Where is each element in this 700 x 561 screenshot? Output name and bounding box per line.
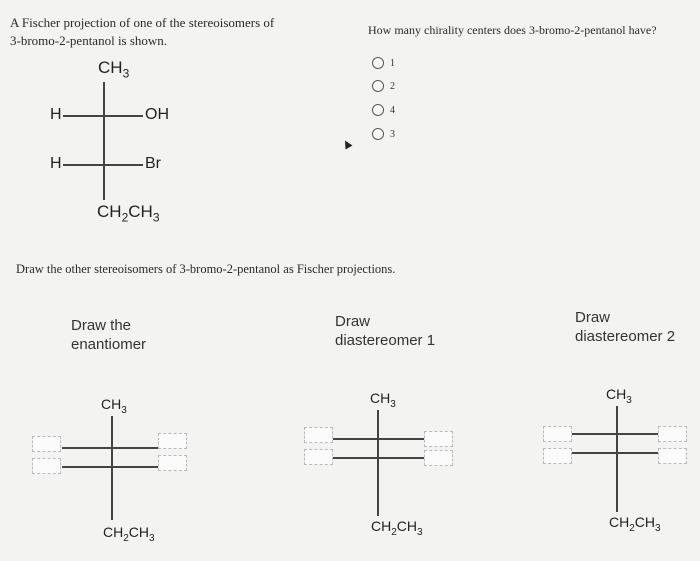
drop-target-left-1[interactable] [304, 427, 333, 443]
option-label: 2 [390, 80, 395, 92]
option-label: 3 [390, 128, 395, 140]
horizontal-bond-1 [62, 447, 162, 449]
drop-target-right-1[interactable] [158, 433, 187, 449]
chirality-question: How many chirality centers does 3-bromo-2-pentanol have? [368, 23, 657, 37]
bottom-group-subscript-1: 2 [629, 522, 635, 534]
bottom-group-subscript-2: 3 [655, 522, 661, 534]
horizontal-bond-2 [571, 452, 661, 454]
drop-target-left-1[interactable] [543, 426, 572, 442]
h-substituent-1: H [50, 106, 62, 123]
panel-label-line-2: diastereomer 1 [335, 332, 436, 349]
bottom-group [103, 524, 155, 544]
top-group [101, 396, 127, 416]
top-group-subscript: 3 [121, 404, 127, 416]
top-group-text: CH [606, 386, 627, 402]
horizontal-bond-2 [63, 164, 143, 166]
radio-button[interactable] [372, 80, 384, 92]
drop-target-left-2[interactable] [32, 458, 61, 474]
bottom-group-text-a: CH [609, 514, 630, 530]
drop-target-right-2[interactable] [158, 455, 187, 471]
panel-label-line-2: enantiomer [71, 336, 147, 353]
intro-line-1: A Fischer projection of one of the stereoisomers of [10, 15, 275, 30]
option-4[interactable] [372, 104, 395, 116]
bottom-group [371, 518, 423, 538]
br-substituent: Br [145, 155, 161, 172]
bottom-group-text-b: CH [128, 202, 153, 221]
option-label: 4 [390, 104, 395, 116]
draw-instructions: Draw the other stereoisomers of 3-bromo-2-pentanol as Fischer projections. [16, 262, 396, 276]
radio-button[interactable] [372, 128, 384, 140]
top-group-text: CH [101, 396, 122, 412]
option-3[interactable] [372, 128, 395, 140]
drop-target-left-2[interactable] [543, 448, 572, 464]
bottom-group-subscript-2: 3 [417, 526, 423, 538]
horizontal-bond-2 [62, 466, 162, 468]
drop-target-right-1[interactable] [658, 426, 687, 442]
drop-target-right-2[interactable] [658, 448, 687, 464]
vertical-bond [377, 410, 379, 516]
top-group-subscript: 3 [626, 394, 632, 406]
bottom-group-text-a: CH [103, 524, 124, 540]
h-substituent-2: H [50, 155, 62, 172]
intro-text [10, 14, 310, 50]
panel-label-line-1: Draw [575, 309, 611, 326]
bottom-group-text-b: CH [128, 524, 150, 540]
bottom-group-text-a: CH [371, 518, 392, 534]
panel-label-line-1: Draw [335, 313, 371, 330]
bottom-group-subscript-1: 2 [121, 210, 129, 225]
drop-target-left-2[interactable] [304, 449, 333, 465]
option-2[interactable] [372, 80, 395, 92]
bottom-group [97, 202, 160, 224]
bottom-group [609, 514, 661, 534]
panel-label-line-1: Draw the [71, 317, 132, 334]
drop-target-right-2[interactable] [424, 450, 453, 466]
horizontal-bond-1 [571, 433, 661, 435]
bottom-group-text-b: CH [396, 518, 418, 534]
diastereomer-1-label [335, 312, 435, 350]
intro-line-2: 3-bromo-2-pentanol is shown. [10, 33, 168, 48]
radio-button[interactable] [372, 57, 384, 69]
bottom-group-text-b: CH [634, 514, 656, 530]
vertical-bond [616, 406, 618, 512]
bottom-group-subscript-1: 2 [123, 532, 129, 544]
horizontal-bond-1 [63, 115, 143, 117]
top-group [370, 390, 396, 410]
top-group-subscript: 3 [390, 398, 396, 410]
vertical-bond [111, 416, 113, 520]
bottom-group-subscript-2: 3 [152, 210, 160, 225]
oh-substituent: OH [145, 106, 169, 123]
bottom-group-subscript-1: 2 [391, 526, 397, 538]
panel-label-line-2: diastereomer 2 [575, 328, 676, 345]
radio-button[interactable] [372, 104, 384, 116]
horizontal-bond-1 [332, 438, 428, 440]
drop-target-right-1[interactable] [424, 431, 453, 447]
vertical-bond [103, 82, 105, 200]
option-label: 1 [390, 57, 395, 69]
diastereomer-2-label [575, 308, 675, 346]
drop-target-left-1[interactable] [32, 436, 61, 452]
bottom-group-subscript-2: 3 [149, 532, 155, 544]
top-group [98, 58, 129, 80]
top-group-subscript: 3 [122, 66, 130, 81]
horizontal-bond-2 [332, 457, 428, 459]
top-group-text: CH [370, 390, 391, 406]
top-group-text: CH [98, 58, 123, 77]
option-1[interactable] [372, 57, 395, 69]
mouse-cursor-icon [342, 139, 353, 150]
enantiomer-label [71, 316, 146, 354]
top-group [606, 386, 632, 406]
bottom-group-text-a: CH [97, 202, 122, 221]
